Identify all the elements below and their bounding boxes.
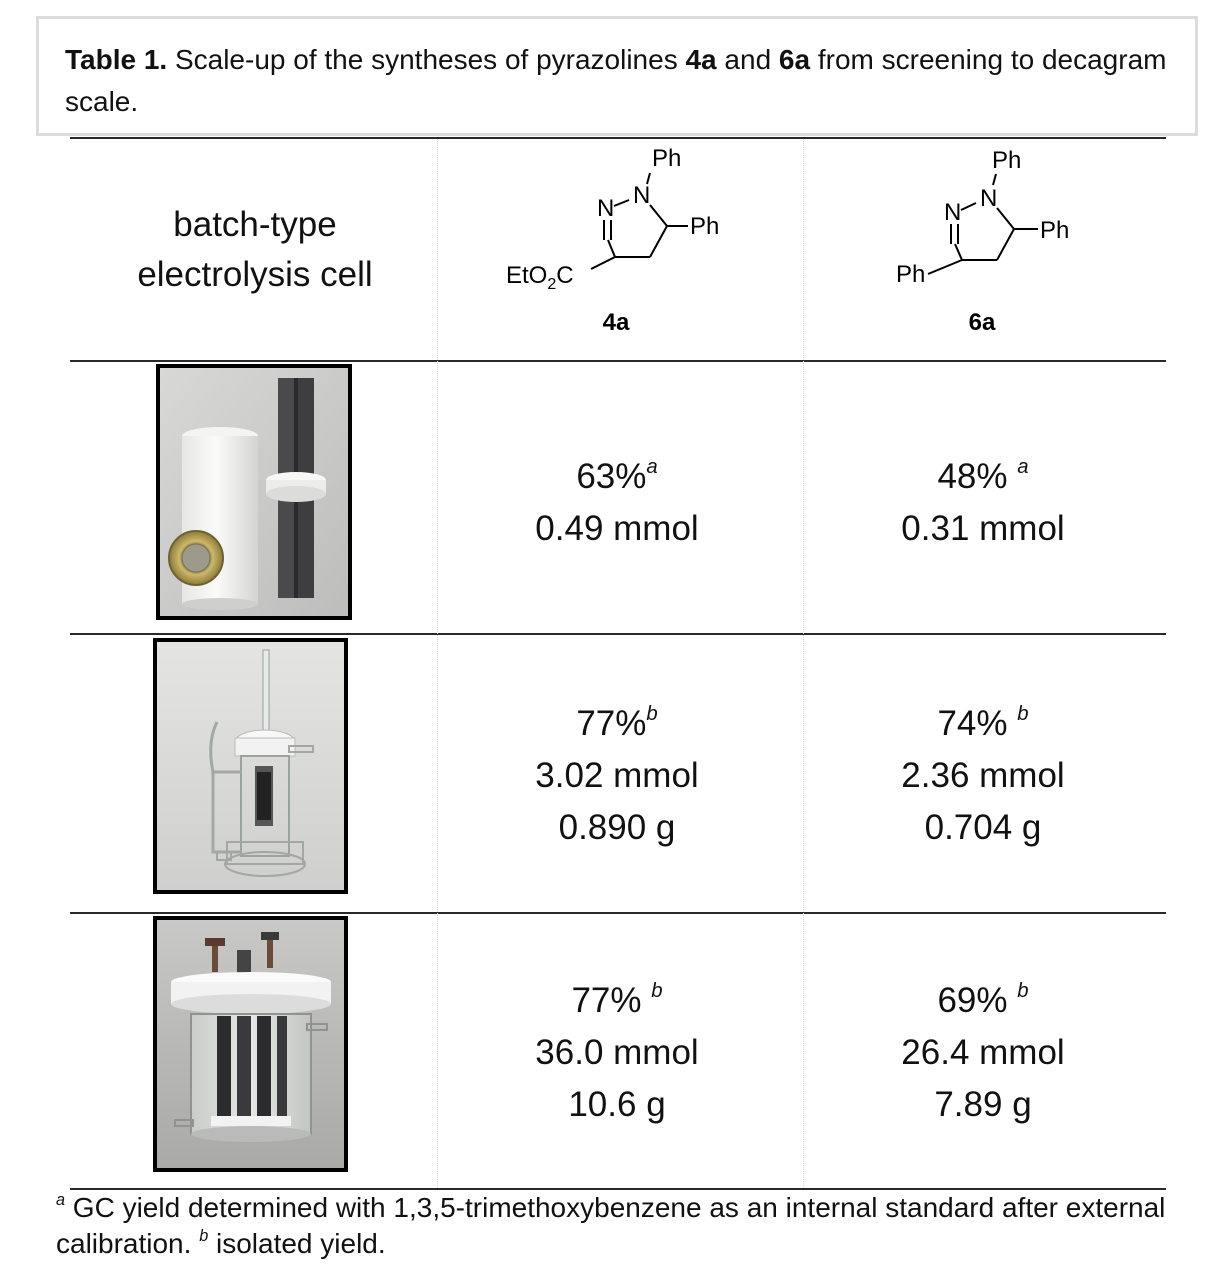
atom-n: N (944, 199, 962, 226)
amount-mass: 0.890 g (558, 808, 676, 847)
amount-mmol: 0.49 mmol (535, 509, 699, 548)
yield-value: 69% $^b$ (937, 979, 1029, 1020)
value-cell-6a-row1 (843, 451, 1123, 555)
atom-n: N (633, 182, 651, 209)
amount-mmol: 0.31 mmol (901, 509, 1065, 548)
amount-mmol: 3.02 mmol (535, 756, 699, 795)
row-rule (70, 912, 1166, 914)
structure-6a (856, 140, 1116, 350)
caption-text: and (716, 44, 779, 75)
caption-label: Table 1. (65, 44, 168, 75)
amount-mmol: 26.4 mmol (901, 1033, 1065, 1072)
value-cell-4a-row3 (477, 975, 757, 1131)
compound-label-6a: 6a (968, 309, 996, 336)
header-line: batch-type (173, 205, 337, 244)
value-cell-6a-row2 (843, 698, 1123, 854)
footnote-text-b: isolated yield. (208, 1228, 386, 1259)
table-caption (36, 16, 1198, 136)
caption-text: from screening to decagram scale. (65, 44, 1167, 117)
header-rule (70, 360, 1166, 362)
yield-value: 63%$^a$ (576, 455, 658, 496)
atom-ph-right: Ph (690, 213, 720, 240)
yield-value: 74% $^b$ (937, 702, 1029, 743)
value-cell-4a-row1 (477, 451, 757, 555)
amount-mass: 7.89 g (934, 1085, 1032, 1124)
cell-photo-screening (156, 364, 352, 620)
atom-ester: EtO$_2$C (506, 262, 574, 293)
amount-mass: 10.6 g (568, 1085, 666, 1124)
yield-value: 77% $^b$ (571, 979, 663, 1020)
caption-text: Scale-up of the syntheses of pyrazolines (167, 44, 686, 75)
row-rule (70, 633, 1166, 635)
caption-compound-6a: 6a (778, 44, 811, 75)
value-cell-4a-row2 (477, 698, 757, 854)
atom-ph-substituent: Ph (896, 261, 926, 288)
column-separator (437, 139, 438, 1188)
atom-n: N (980, 185, 998, 212)
compound-label-4a: 4a (602, 309, 630, 336)
cell-photo-glass-cell (153, 638, 348, 894)
caption-compound-4a: 4a (685, 44, 717, 75)
cell-photo-beaker-cell (153, 916, 348, 1172)
header-line: electrolysis cell (137, 255, 373, 294)
footnote-mark-a: a (56, 1190, 66, 1209)
table-footnote (56, 1190, 1176, 1262)
atom-ph-top: Ph (652, 145, 682, 172)
footnote-mark-b: b (199, 1226, 209, 1245)
yield-value: 48% $^a$ (937, 455, 1029, 496)
yield-value: 77%$^b$ (576, 702, 658, 743)
amount-mass: 0.704 g (924, 808, 1042, 847)
atom-ph-top: Ph (992, 147, 1022, 174)
column-separator (803, 139, 804, 1188)
amount-mmol: 36.0 mmol (535, 1033, 699, 1072)
table-top-rule (70, 137, 1166, 139)
atom-n: N (597, 195, 615, 222)
amount-mmol: 2.36 mmol (901, 756, 1065, 795)
atom-ph-right: Ph (1040, 217, 1070, 244)
header-cell-type (90, 200, 420, 300)
value-cell-6a-row3 (843, 975, 1123, 1131)
structure-4a (490, 140, 750, 350)
footnote-text-a: GC yield determined with 1,3,5-trimethoxybenzene as an internal standard after external calibration. (56, 1192, 1166, 1259)
